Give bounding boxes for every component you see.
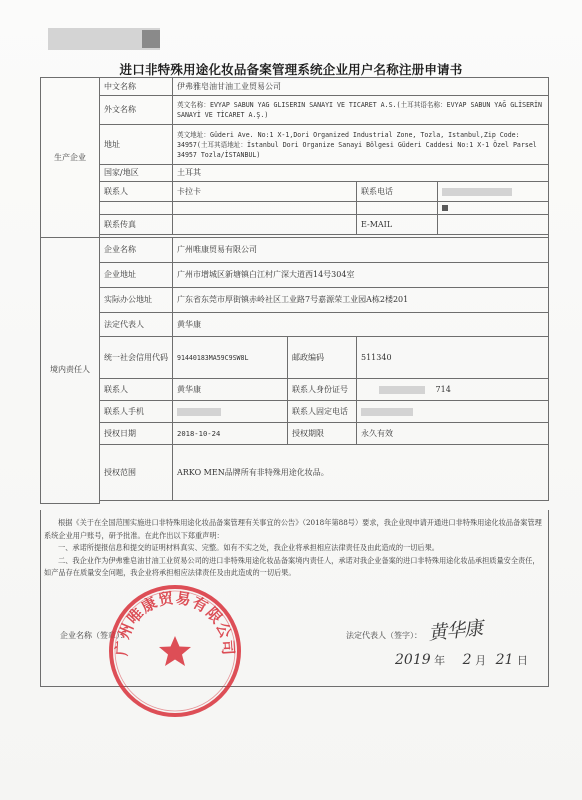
registration-form-table	[40, 77, 549, 504]
producer-country-label: 国家/地区	[100, 165, 173, 182]
domestic-company-label: 企业名称	[100, 238, 173, 263]
declaration-paragraph-2: 一、承诺所提报信息和提交的证明材料真实、完整。如有不实之处，我企业将承担相应法律责任及由此造成的一切后果。	[58, 543, 439, 552]
producer-country-value: 土耳其	[173, 165, 549, 182]
redacted-landline	[361, 408, 413, 416]
domestic-auth-period-value: 永久有效	[357, 423, 549, 445]
domestic-mobile-label: 联系人手机	[100, 401, 173, 423]
domestic-postal-label: 邮政编码	[288, 337, 357, 379]
domestic-rep-value: 黄华康	[173, 313, 549, 337]
domestic-auth-period-label: 授权期限	[288, 423, 357, 445]
declaration-text	[44, 517, 544, 580]
domestic-rep-label: 法定代表人	[100, 313, 173, 337]
producer-foreign-name-value: 英文名称：EVYAP SABUN YAG GLISERIN SANAYI VE TICARET A.S.(土耳其语名称：EVYAP SABUN YAĞ GLİSERİN SANAYİ VE TİCARET A.Ş.)	[173, 96, 549, 125]
domestic-company-value: 广州唯康贸易有限公司	[173, 238, 549, 263]
producer-fax-label: 联系传真	[100, 215, 173, 235]
domestic-address-value: 广州市增城区新塘镇白江村广深大道西14号304室	[173, 263, 549, 288]
producer-cn-name-value: 伊弗雅皂油甘油工业贸易公司	[173, 78, 549, 96]
producer-email-value	[438, 215, 549, 235]
domestic-auth-scope-label: 授权范围	[100, 445, 173, 501]
redacted-phone-dark	[442, 205, 448, 211]
redacted-id-number	[379, 386, 425, 394]
producer-phone-extra	[438, 202, 549, 215]
domestic-auth-date-value: 2018-10-24	[173, 423, 288, 445]
company-sign-label: 企业名称（签章）：	[60, 631, 128, 640]
date-year: 2019	[395, 652, 431, 668]
date-month-unit: 月	[475, 654, 487, 667]
domestic-section-label: 境内责任人	[41, 238, 100, 504]
producer-fax-value	[173, 215, 357, 235]
producer-section-label: 生产企业	[41, 78, 100, 238]
rep-sign-label: 法定代表人（签字）：	[346, 631, 422, 640]
domestic-office-label: 实际办公地址	[100, 288, 173, 313]
declaration-paragraph-1: 根据《关于在全国范围实施进口非特殊用途化妆品备案管理有关事宜的公告》（2018年第88号）要求，我企业现申请开通进口非特殊用途化妆品备案管理系统企业用户账号，研予批准。在此作出以下郑重声明：	[44, 518, 542, 540]
redacted-header-mark-dark	[142, 30, 160, 48]
domestic-credit-value: 91440183MA59C9SW8L	[173, 337, 288, 379]
date-year-unit: 年	[434, 654, 446, 667]
producer-email-label: E-MAIL	[357, 215, 438, 235]
producer-address-value: 英文地址：Güderi Ave. No:1 X-1,Dori Organized Industrial Zone, Tozla, Istanbul,Zip Code: 34957(土耳其语地址：İstanbul Dori Organize Sanayi Bölgesi Güderi Caddesi No:1 X-1 Özel Parsel 34957 Tozla/İSTANBUL)	[173, 125, 549, 165]
domestic-credit-label: 统一社会信用代码	[100, 337, 173, 379]
domestic-address-label: 企业地址	[100, 263, 173, 288]
producer-foreign-name-label: 外文名称	[100, 96, 173, 125]
redacted-mobile	[177, 408, 221, 416]
rep-handwritten-signature: 黄华康	[427, 617, 484, 645]
seal-star-icon	[159, 636, 191, 666]
domestic-office-value: 广东省东莞市厚街镇赤岭社区工业路7号嘉源荣工业园A栋2楼201	[173, 288, 549, 313]
domestic-contact-value: 黄华康	[173, 379, 288, 401]
producer-phone-value	[438, 182, 549, 202]
producer-contact-label: 联系人	[100, 182, 173, 202]
domestic-landline-value	[357, 401, 549, 423]
domestic-auth-scope-value: ARKO MEN品牌所有非特殊用途化妆品。	[173, 445, 549, 501]
domestic-id-label: 联系人身份证号	[288, 379, 357, 401]
domestic-contact-label: 联系人	[100, 379, 173, 401]
producer-address-label: 地址	[100, 125, 173, 165]
domestic-mobile-value	[173, 401, 288, 423]
domestic-id-value	[357, 379, 549, 401]
producer-phone-label: 联系电话	[357, 182, 438, 202]
domestic-postal-value: 511340	[357, 337, 549, 379]
date-month: 2	[462, 652, 472, 668]
signature-date	[395, 652, 528, 668]
id-number-tail: 714	[435, 384, 451, 394]
domestic-auth-date-label: 授权日期	[100, 423, 173, 445]
producer-cn-name-label: 中文名称	[100, 78, 173, 96]
seal-text: 广州唯康贸易有限公司	[112, 588, 238, 657]
date-day: 21	[495, 652, 514, 668]
date-day-unit: 日	[516, 654, 528, 667]
declaration-paragraph-3: 二、我企业作为伊弗雅皂油甘油工业贸易公司的进口非特殊用途化妆品备案境内责任人，承诺对我企业备案的进口非特殊用途化妆品承担质量安全责任，如产品存在质量安全问题，我企业将承担相应法律责任及由此造成的一切后果。	[44, 555, 540, 577]
company-seal-stamp	[106, 582, 244, 720]
domestic-landline-label: 联系人固定电话	[288, 401, 357, 423]
redacted-phone	[442, 188, 512, 196]
producer-contact-value: 卡拉卡	[173, 182, 357, 202]
document-title: 进口非特殊用途化妆品备案管理系统企业用户名称注册申请书	[119, 62, 463, 77]
